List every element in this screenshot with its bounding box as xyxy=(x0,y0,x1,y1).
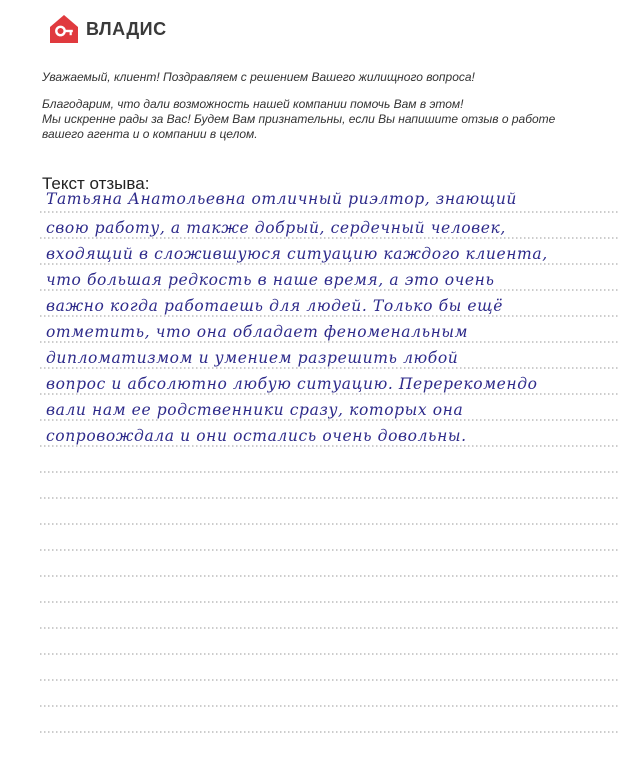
intro-thanks-line: Мы искренне рады за Вас! Будем Вам признательны, если Вы напишите отзыв о работе xyxy=(42,112,556,126)
intro-greeting: Уважаемый, клиент! Поздравляем с решением Вашего жилищного вопроса! xyxy=(42,70,475,84)
intro-thanks-line: Благодарим, что дали возможность нашей компании помочь Вам в этом! xyxy=(42,97,464,111)
brand-name: ВЛАДИС xyxy=(86,18,167,39)
handwritten-line: Татьяна Анатольевна отличный риэлтор, знающий xyxy=(46,190,518,208)
handwritten-line: отметить, что она обладает феноменальным xyxy=(46,323,469,341)
handwritten-line: входящий в сложившуюся ситуацию каждого клиента, xyxy=(46,245,548,263)
handwritten-line: что большая редкость в наше время, а это очень xyxy=(46,271,495,289)
review-label: Текст отзыва: xyxy=(42,174,150,193)
handwritten-line: вали нам ее родственники сразу, которых она xyxy=(46,401,464,419)
handwritten-line: сопровождала и они остались очень довольны. xyxy=(46,427,467,445)
handwritten-line: важно когда работаешь для людей. Только бы ещё xyxy=(46,297,504,315)
intro-thanks-line: вашего агента и о компании в целом. xyxy=(42,127,258,141)
handwritten-line: свою работу, а также добрый, сердечный человек, xyxy=(46,219,506,237)
handwritten-line: вопрос и абсолютно любую ситуацию. Перерекомендо xyxy=(46,375,538,393)
handwritten-line: дипломатизмом и умением разрешить любой xyxy=(46,349,459,367)
